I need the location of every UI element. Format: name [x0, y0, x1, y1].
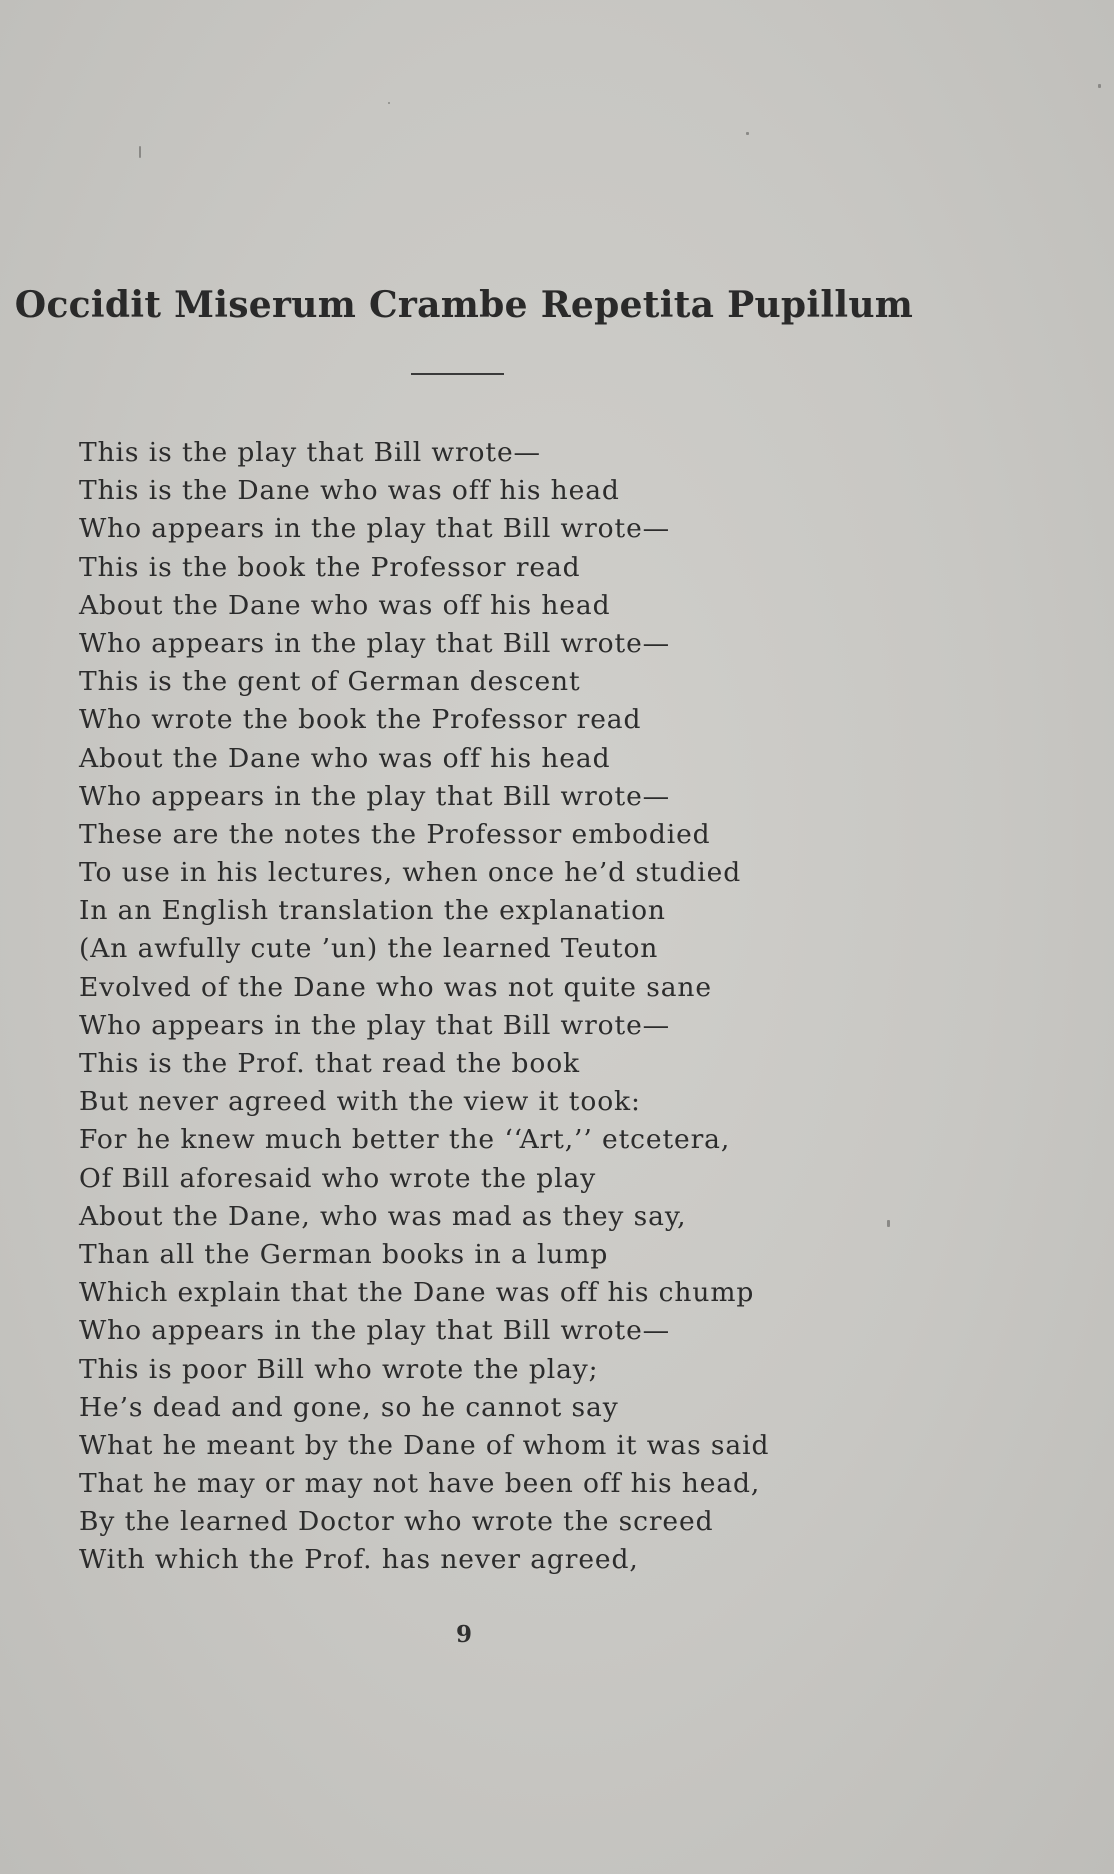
poem-line: By the learned Doctor who wrote the screed	[79, 1506, 714, 1538]
poem-line: With which the Prof. has never agreed,	[79, 1544, 639, 1576]
poem-line: About the Dane who was off his head	[79, 589, 611, 621]
poem-line: This is the play that Bill wrote—	[79, 437, 541, 468]
poem-line: Who appears in the play that Bill wrote—	[79, 1009, 671, 1041]
poem-line: This is poor Bill who wrote the play;	[79, 1353, 599, 1385]
poem-body	[79, 434, 859, 1580]
poem-line: For he knew much better the ‘‘Art,’’ etcetera,	[79, 1124, 731, 1156]
paper-speck	[746, 132, 749, 135]
poem-line: Who appears in the play that Bill wrote—	[79, 780, 671, 812]
poem-line: This is the Dane who was off his head	[79, 475, 620, 507]
paper-speck	[1098, 84, 1101, 88]
poem-line: This is the Prof. that read the book	[79, 1048, 581, 1079]
poem-line: Who appears in the play that Bill wrote—	[79, 513, 671, 545]
poem-line: (An awfully cute ’un) the learned Teuton	[79, 933, 659, 965]
poem-line: That he may or may not have been off his head,	[79, 1468, 761, 1500]
poem-line: Who appears in the play that Bill wrote—	[79, 1315, 671, 1347]
poem-line: Of Bill aforesaid who wrote the play	[79, 1162, 597, 1194]
poem-line: Who appears in the play that Bill wrote—	[79, 627, 671, 659]
poem-line: This is the book the Professor read	[79, 551, 581, 583]
poem-line: About the Dane, who was mad as they say,	[79, 1200, 687, 1232]
poem-line: But never agreed with the view it took:	[79, 1086, 641, 1118]
poem-line: He’s dead and gone, so he cannot say	[79, 1391, 619, 1423]
page-number: 9	[455, 1621, 472, 1648]
poem-line: About the Dane who was off his head	[79, 742, 611, 774]
poem-line: Evolved of the Dane who was not quite sane	[79, 971, 712, 1003]
paper-speck	[887, 1220, 890, 1227]
paper-speck	[139, 146, 141, 158]
poem-line: These are the notes the Professor embodied	[79, 818, 711, 850]
poem-line: This is the gent of German descent	[79, 666, 581, 698]
poem-line: What he meant by the Dane of whom it was said	[79, 1429, 770, 1461]
poem-line: Who wrote the book the Professor read	[79, 704, 642, 736]
poem-line: To use in his lectures, when once he’d studied	[79, 857, 742, 889]
poem-title: Occidit Miserum Crambe Repetita Pupillum	[14, 284, 914, 326]
title-divider	[411, 373, 504, 375]
poem-line: Than all the German books in a lump	[79, 1238, 609, 1270]
poem-line: In an English translation the explanation	[79, 895, 666, 927]
paper-speck	[388, 102, 390, 104]
poem-line: Which explain that the Dane was off his chump	[79, 1277, 755, 1309]
